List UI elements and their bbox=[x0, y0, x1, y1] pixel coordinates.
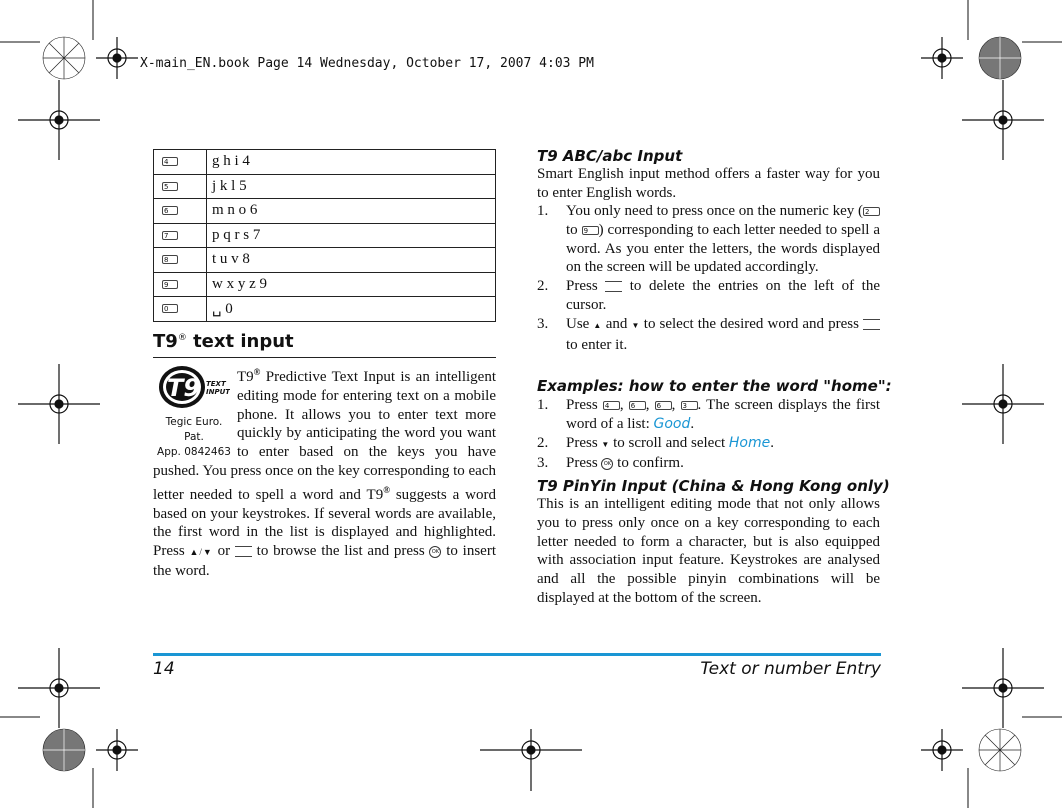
key-5-icon: 5 bbox=[162, 182, 178, 191]
table-row bbox=[154, 272, 496, 297]
key-cell bbox=[154, 150, 207, 175]
list-item: 1. You only need to press once on the numeric key ( 2 to 9 ) corresponding to each letter needed to spell a word. As you enter the letters, the words displayed on the screen will be updated accordingly. bbox=[537, 203, 880, 276]
key-3-icon: 3 bbox=[681, 401, 698, 410]
up-arrow-icon: ▲ bbox=[593, 320, 602, 330]
section-title: Text or number Entry bbox=[700, 659, 881, 679]
softkey-icon bbox=[235, 546, 252, 557]
key-9-icon: 9 bbox=[582, 226, 599, 235]
ok-key-icon: OK bbox=[429, 546, 441, 558]
key-chars-cell: m n o 6 bbox=[207, 199, 496, 224]
key-cell bbox=[154, 174, 207, 199]
list-item: 3. Use ▲ and ▼ to select the desired word and press to enter it. bbox=[537, 315, 880, 355]
key-chars-cell: p q r s 7 bbox=[207, 223, 496, 248]
key-8-icon: 8 bbox=[162, 255, 178, 264]
list-item: 3. Press OK to confirm. bbox=[537, 455, 684, 472]
key-chars-cell: j k l 5 bbox=[207, 174, 496, 199]
key-character-table bbox=[153, 149, 496, 322]
key-9-icon: 9 bbox=[162, 280, 178, 289]
registration-target-tl bbox=[96, 37, 138, 79]
table-row bbox=[154, 223, 496, 248]
key-6-icon: 6 bbox=[655, 401, 672, 410]
table-row bbox=[154, 174, 496, 199]
svg-text:T9: T9 bbox=[167, 374, 201, 402]
key-cell bbox=[154, 199, 207, 224]
key-6-icon: 6 bbox=[629, 401, 646, 410]
pinyin-description: This is an intelligent editing mode that not only allows you to press only once on a key corresponding to each letter needed to form a character, but is also equipped with association input feature. Keystrokes are analysed and all the possible pinyin combinations will be displayed at the bottom of the screen. bbox=[537, 496, 880, 606]
key-chars-cell: ␣ 0 bbox=[207, 297, 496, 322]
table-row bbox=[154, 248, 496, 273]
softkey-icon bbox=[863, 319, 880, 330]
clear-key-icon bbox=[605, 281, 622, 292]
key-cell bbox=[154, 248, 207, 273]
section-rule bbox=[153, 357, 496, 358]
key-cell bbox=[154, 223, 207, 248]
key-4-icon: 4 bbox=[603, 401, 620, 410]
t9-logo-caption: Tegic Euro. Pat. App. 0842463 bbox=[157, 416, 231, 458]
registration-target-tr bbox=[921, 37, 963, 79]
page-number: 14 bbox=[153, 659, 175, 679]
abc-steps bbox=[537, 202, 880, 354]
table-row bbox=[154, 150, 496, 175]
key-chars-cell: w x y z 9 bbox=[207, 272, 496, 297]
up-down-arrow-icon: ▲/▼ bbox=[189, 547, 213, 558]
down-arrow-icon: ▼ bbox=[601, 439, 610, 449]
examples-steps bbox=[537, 396, 880, 473]
print-header: X-main_EN.book Page 14 Wednesday, October 17, 2007 4:03 PM bbox=[140, 56, 594, 71]
abc-heading: T9 ABC/abc Input bbox=[537, 147, 683, 165]
list-item: 2. Press ▼ to scroll and select Home. bbox=[537, 434, 774, 451]
ok-key-icon: OK bbox=[601, 458, 613, 470]
t9-heading: T9® text input bbox=[153, 331, 294, 352]
footer-rule bbox=[153, 653, 881, 656]
list-item: 1. Press 4 , 6 , 6 , 3 . The screen displays the first word of a list: Good. bbox=[537, 397, 881, 432]
key-cell bbox=[154, 272, 207, 297]
pinyin-heading: T9 PinYin Input (China & Hong Kong only) bbox=[537, 477, 890, 495]
list-item: 2. Press to delete the entries on the left of the cursor. bbox=[537, 278, 881, 313]
key-4-icon: 4 bbox=[162, 157, 178, 166]
key-2-icon: 2 bbox=[863, 207, 880, 216]
key-chars-cell: t u v 8 bbox=[207, 248, 496, 273]
key-cell bbox=[154, 297, 207, 322]
table-row bbox=[154, 199, 496, 224]
table-row bbox=[154, 297, 496, 322]
examples-heading: Examples: how to enter the word "home": bbox=[537, 377, 892, 395]
key-6-icon: 6 bbox=[162, 206, 178, 215]
svg-text:INPUT: INPUT bbox=[206, 388, 230, 396]
key-0-icon: 0 bbox=[162, 304, 178, 313]
abc-intro: Smart English input method offers a faster way for you to enter English words. bbox=[537, 166, 880, 201]
down-arrow-icon: ▼ bbox=[631, 320, 640, 330]
key-chars-cell: g h i 4 bbox=[207, 150, 496, 175]
t9-description: T9® Predictive Text Input is an intelligent editing mode for entering text on a mobile phone. It allows you to enter text more quickly by anticipating the word you want to enter based on the keys you have pushed. You press once on the key corresponding to each letter needed to spell a word and T9® suggests a word based on your keystrokes. If several words are available, the first word in the list is displayed and highlighted. Press ▲/▼ or to browse the list and press OK to insert the word. bbox=[153, 367, 496, 579]
svg-text:TEXT: TEXT bbox=[206, 380, 226, 388]
key-7-icon: 7 bbox=[162, 231, 178, 240]
